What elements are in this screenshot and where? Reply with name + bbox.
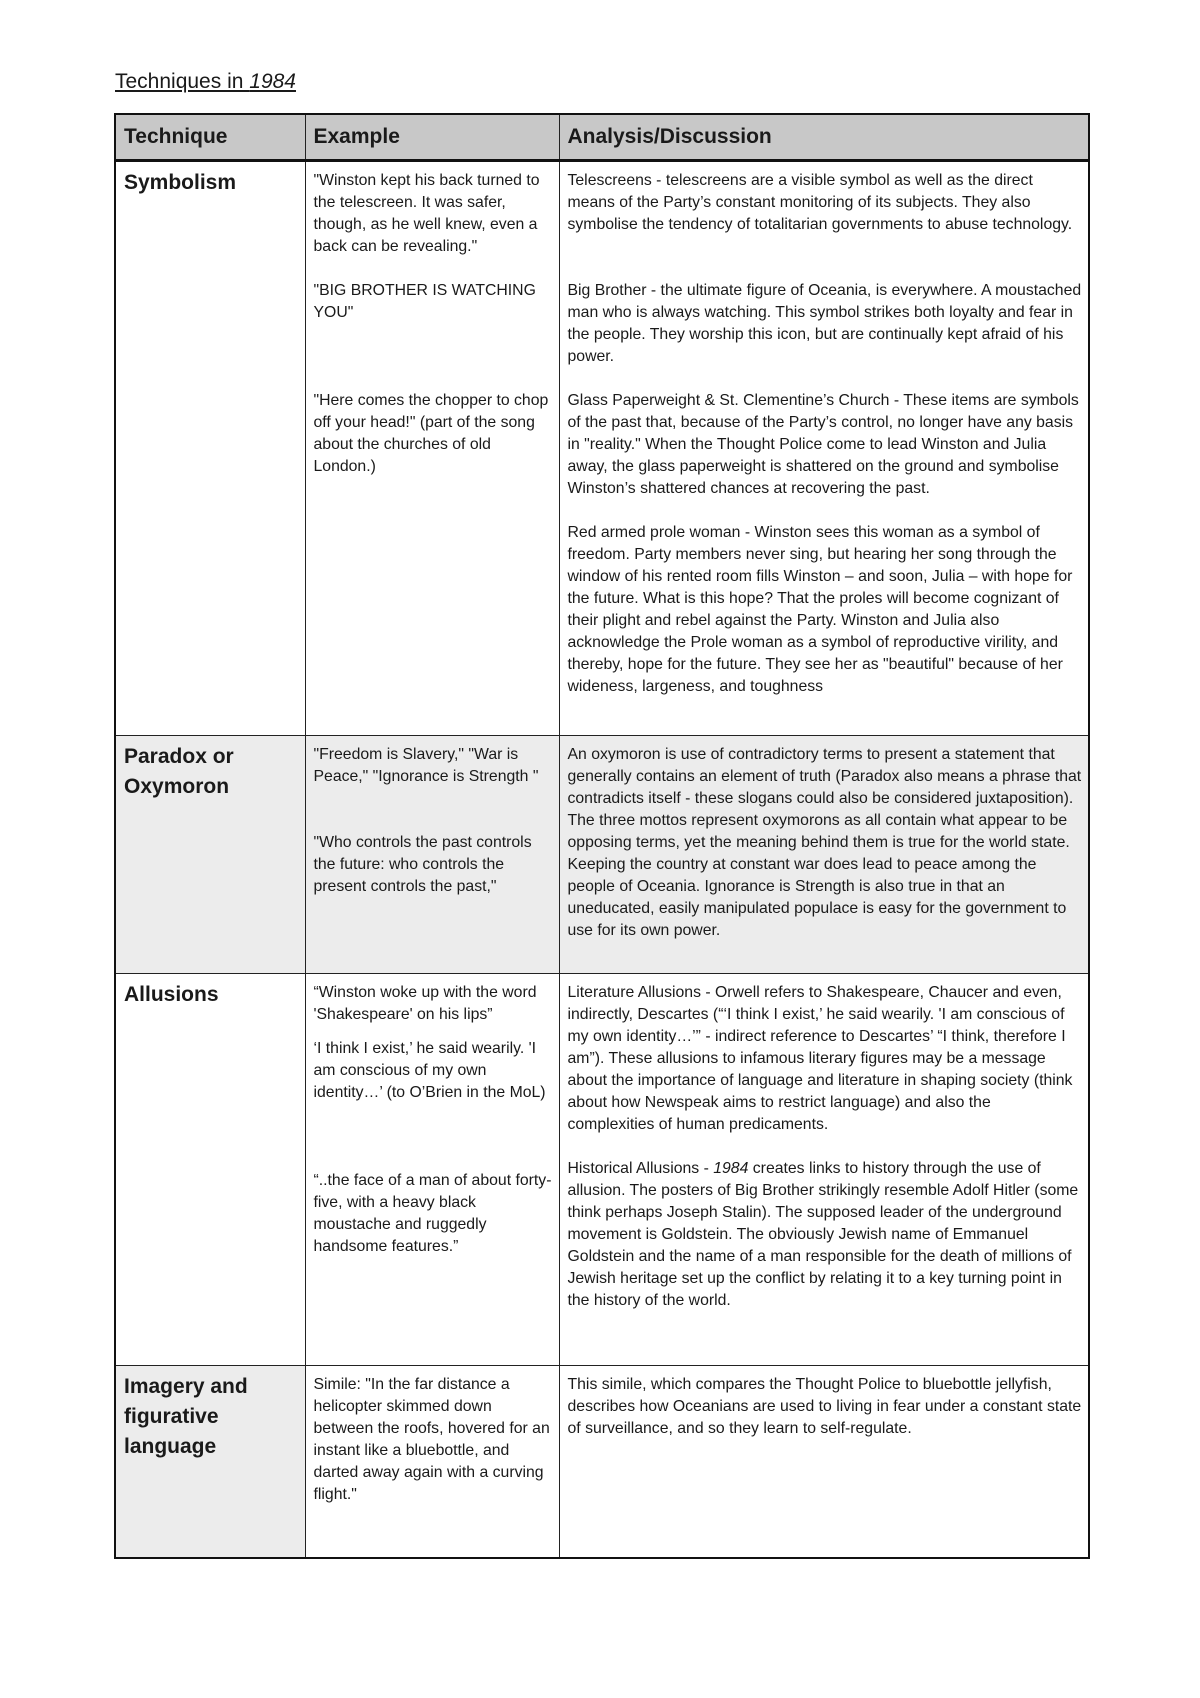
table-row-paradox: [115, 736, 1089, 974]
analysis-text: This simile, which compares the Thought Police to bluebottle jellyfish, describes how Oceanians are used to living in fear under a constant state of surveillance, and so they learn to self-regulate.: [567, 1376, 1082, 1437]
example-text: “..the face of a man of about forty-five, with a heavy black moustache and ruggedly handsome features.”: [313, 1172, 552, 1255]
table-row-symbolism: [115, 161, 1089, 736]
table-row-imagery: [115, 1366, 1089, 1558]
technique-cell: Imagery and figurative language: [115, 1366, 305, 1558]
document-title: [115, 70, 296, 94]
example-text: ‘I think I exist,’ he said wearily. 'I am conscious of my own identity…’ (to O’Brien in the MoL): [313, 1040, 546, 1101]
example-text: "Freedom is Slavery," "War is Peace," "Ignorance is Strength ": [313, 746, 539, 785]
analysis-prefix: Historical Allusions -: [567, 1160, 714, 1177]
analysis-cell: [559, 161, 1089, 736]
example-text: Simile: "In the far distance a helicopter skimmed down between the roofs, hovered for an instant like a bluebottle, and darted away again with a curving flight.": [313, 1376, 550, 1503]
analysis-text: Red armed prole woman - Winston sees this woman as a symbol of freedom. Party members never sing, but hearing her song through the window of his rented room fills Winston – and soon, Julia – with hope for the future. What is this hope? That the proles will become cognizant of their plight and rebel against the Party. Winston and Julia also acknowledge the Prole woman as a symbol of reproductive virility, and thereby, hope for the future. They see her as "beautiful" because of her wideness, largeness, and toughness: [567, 524, 1073, 695]
header-row: [115, 114, 1089, 161]
analysis-cell: [559, 1366, 1089, 1558]
example-cell: [305, 736, 559, 974]
header-example: Example: [305, 114, 559, 161]
header-analysis: Analysis/Discussion: [559, 114, 1089, 161]
example-text: "BIG BROTHER IS WATCHING YOU": [313, 282, 536, 321]
example-text: "Winston kept his back turned to the telescreen. It was safer, though, as he well knew, even a back can be revealing.": [313, 172, 540, 255]
technique-cell: Paradox or Oxymoron: [115, 736, 305, 974]
analysis-text: An oxymoron is use of contradictory terms to present a statement that generally contains an element of truth (Paradox also means a phrase that contradicts itself - these slogans could also be considered juxtaposition). The three mottos represent oxymorons as all contain what appear to be opposing terms, yet the meaning behind them is true for the world state. Keeping the country at constant war does lead to peace among the people of Oceania. Ignorance is Strength is also true in that an uneducated, easily manipulated populace is easy for the government to use for its own power.: [567, 746, 1082, 939]
example-cell: [305, 974, 559, 1366]
example-cell: [305, 1366, 559, 1558]
table-row-allusions: [115, 974, 1089, 1366]
analysis-text: [568, 1158, 1083, 1312]
example-text: "Who controls the past controls the future: who controls the present controls the past,": [313, 834, 532, 895]
example-cell: [305, 161, 559, 736]
analysis-text: Glass Paperweight & St. Clementine’s Church - These items are symbols of the past that, because of the Party’s control, no longer have any basis in "reality." When the Thought Police come to lead Winston and Julia away, the glass paperweight is shattered on the ground and symbolise Winston’s shattered chances at recovering the past.: [567, 392, 1079, 497]
title-prefix: Techniques in: [115, 70, 250, 93]
analysis-text: Big Brother - the ultimate figure of Oceania, is everywhere. A moustached man who is always watching. This symbol strikes both loyalty and fear in the people. They worship this icon, but are continually kept afraid of his power.: [567, 282, 1082, 365]
example-text: "Here comes the chopper to chop off your head!" (part of the song about the churches of old London.): [313, 392, 549, 475]
techniques-table: [114, 113, 1090, 1559]
technique-cell: Symbolism: [115, 161, 305, 736]
example-text: “Winston woke up with the word 'Shakespeare' on his lips”: [313, 984, 537, 1023]
header-technique: Technique: [115, 114, 305, 161]
analysis-italic: 1984: [713, 1160, 749, 1177]
analysis-text: Telescreens - telescreens are a visible symbol as well as the direct means of the Party’s constant monitoring of its subjects. They also symbolise the tendency of totalitarian governments to abuse technology.: [567, 172, 1073, 233]
technique-cell: Allusions: [115, 974, 305, 1366]
analysis-text: Literature Allusions - Orwell refers to Shakespeare, Chaucer and even, indirectly, Descartes (“‘I think I exist,’ he said wearily. 'I am conscious of my own identity…’” - indirect reference to Descartes’ “I think, therefore I am”). These allusions to infamous literary figures may be a message about the importance of language and literature in shaping society (think about how Newspeak aims to restrict language) and also the complexities of human predicaments.: [567, 984, 1073, 1133]
analysis-cell: [559, 736, 1089, 974]
analysis-cell: [559, 974, 1089, 1366]
analysis-rest: creates links to history through the use of allusion. The posters of Big Brother strikingly resemble Adolf Hitler (some think perhaps Joseph Stalin). The supposed leader of the underground movement is Goldstein. The obviously Jewish name of Emmanuel Goldstein and the name of a man responsible for the death of millions of Jewish heritage set up the conflict by relating it to a key turning point in the history of the world.: [567, 1160, 1079, 1309]
title-italic: 1984: [249, 70, 296, 93]
